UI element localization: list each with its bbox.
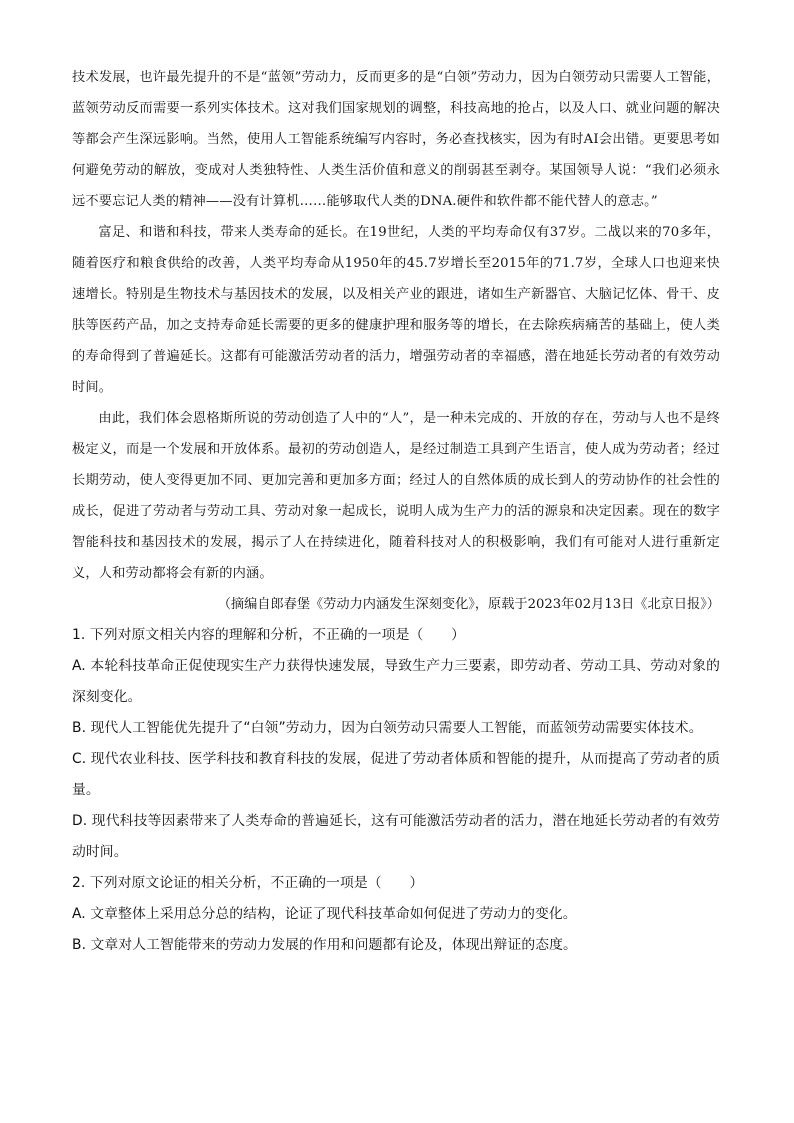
question-1-option-d: D. 现代科技等因素带来了人类寿命的普遍延长，这有可能激活劳动者的活力，潜在地延长劳动者的有效劳动时间。 [72,813,720,860]
question-1 [72,620,720,868]
question-1-stem: 1. 下列对原文相关内容的理解和分析，不正确的一项是（ ） [72,627,466,643]
question-1-option-b: B. 现代人工智能优先提升了“白领”劳动力，因为白领劳动只需要人工智能，而蓝领劳动需要实体技术。 [72,720,703,736]
document-page [72,62,720,961]
article-source: （摘编自郎春堡《劳动力内涵发生深刻变化》，原载于2023年02月13日《北京日报》） [217,597,720,612]
question-2-option-b: B. 文章对人工智能带来的劳动力发展的作用和问题都有论及，体现出辩证的态度。 [72,937,577,953]
article-paragraph-3: 由此，我们体会恩格斯所说的劳动创造了人中的“人”，是一种未完成的、开放的存在，劳动与人也不是终极定义，而是一个发展和开放体系。最初的劳动创造人，是经过制造工具到产生语言，使人成为劳动者；经过长期劳动，使人变得更加不同、更加完善和更加多方面；经过人的自然体质的成长到人的劳动协作的社会性的成长，促进了劳动者与劳动工具、劳动对象一起成长，说明人成为生产力的活的源泉和决定因素。现在的数字智能科技和基因技术的发展，揭示了人在持续进化，随着科技对人的积极影响，我们有可能对人进行重新定义，人和劳动都将会有新的内涵。 [72,411,720,581]
question-2-stem: 2. 下列对原文论证的相关分析，不正确的一项是（ ） [72,875,424,891]
article-paragraph-2: 富足、和谐和科技，带来人类寿命的延长。在19世纪，人类的平均寿命仅有37岁。二战以来的70多年，随着医疗和粮食供给的改善，人类平均寿命从1950年的45.7岁增长至2015年的71.7岁，全球人口也迎来快速增长。特别是生物技术与基因技术的发展，以及相关产业的跟进，诸如生产新器官、大脑记忆体、骨干、皮肤等医药产品，加之支持寿命延长需要的更多的健康护理和服务等的增长，在去除疾病痛苦的基础上，使人类的寿命得到了普遍延长。这都有可能激活劳动者的活力，增强劳动者的幸福感，潜在地延长劳动者的有效劳动时间。 [72,225,720,395]
article-paragraph-1: 技术发展，也许最先提升的不是“蓝领”劳动力，反而更多的是“白领”劳动力，因为白领劳动只需要人工智能，蓝领劳动反而需要一系列实体技术。这对我们国家规划的调整，科技高地的抢占，以及人口、就业问题的解决等都会产生深远影响。当然，使用人工智能系统编写内容时，务必查找核实，因为有时AI会出错。更要思考如何避免劳动的解放，变成对人类独特性、人类生活价值和意义的削弱甚至剥夺。某国领导人说：“我们必须永远不要忘记人类的精神——没有计算机……能够取代人类的DNA.硬件和软件都不能代替人的意志。” [72,70,720,209]
question-2-option-a: A. 文章整体上采用总分总的结构，论证了现代科技革命如何促进了劳动力的变化。 [72,906,577,922]
question-1-option-c: C. 现代农业科技、医学科技和教育科技的发展，促进了劳动者体质和智能的提升，从而提高了劳动者的质量。 [72,751,720,798]
question-1-option-a: A. 本轮科技革命正促使现实生产力获得快速发展，导致生产力三要素，即劳动者、劳动工具、劳动对象的深刻变化。 [72,658,720,705]
question-2 [72,868,720,961]
